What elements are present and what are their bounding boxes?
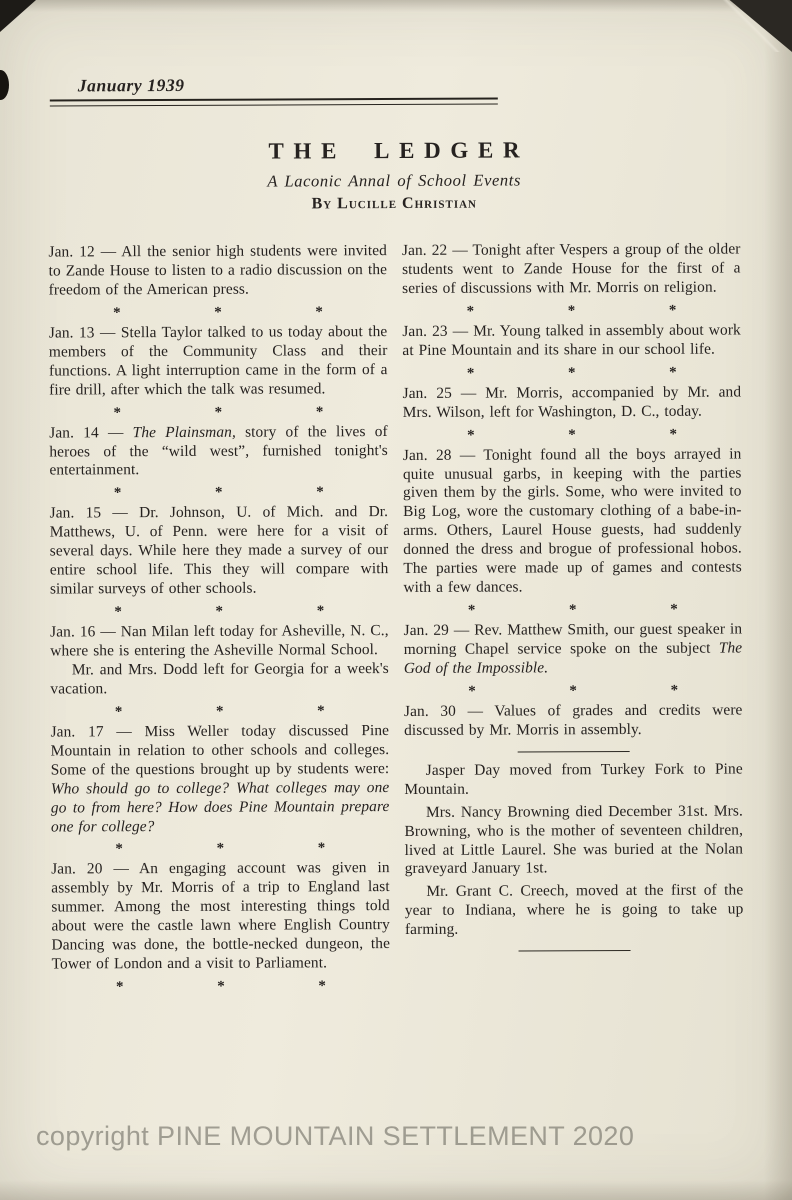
asterisk-divider <box>468 682 678 701</box>
entry-paragraph <box>403 445 742 598</box>
ledger-entry <box>402 240 741 298</box>
entry-text: Mrs. Nancy Browning died December 31st. Mrs. Browning, who is the mother of seventeen children, lived at Little Laurel. She was buried at the Nolan graveyard January 1st. <box>404 802 744 878</box>
date-header: January 1939 <box>77 74 185 96</box>
ledger-entry <box>50 622 389 699</box>
asterisk-icon: * <box>113 305 121 322</box>
ledger-entry <box>51 859 390 974</box>
two-column-body <box>48 240 743 998</box>
ledger-entry <box>404 802 743 879</box>
asterisk-icon: * <box>113 404 122 421</box>
ledger-entry <box>48 242 387 300</box>
asterisk-icon: * <box>315 403 324 420</box>
entry-text: Mr. and Mrs. Dodd left for Georgia for a week's vacation. <box>50 659 389 698</box>
asterisk-icon: * <box>217 978 225 995</box>
asterisk-icon: * <box>214 304 222 321</box>
masthead <box>0 136 790 214</box>
byline: By Lucille Christian <box>311 194 478 213</box>
page-title: THE LEDGER <box>268 137 530 164</box>
asterisk-icon: * <box>467 602 476 619</box>
entry-text: Jan. 22 — Tonight after Vespers a group of the older students went to Zande House for the first of a series of discussions with Mr. Morris on religion. <box>401 240 741 297</box>
asterisk-divider <box>467 302 677 321</box>
entry-text: Jan. 29 — Rev. Matthew Smith, our guest speaker in morning Chapel service spoke on the subject <box>403 620 743 658</box>
asterisk-icon: * <box>215 603 224 620</box>
asterisk-icon: * <box>670 601 678 618</box>
entry-text: Jan. 28 — Tonight found all the boys arrayed in quite unusual garbs, in keeping with the parties given them by the girls. Some, who were invited to Big Log, wore the customary clothing of a babe-in-arms. Others, Laurel House guests, had suddenly donned the dress and brogue of professional hobos. The parties were made up of games and contests with a few dances. <box>402 445 742 597</box>
asterisk-divider <box>115 702 325 721</box>
entry-text: Jan. 17 — Miss Weller today discussed Pine Mountain in relation to other schools and colleges. Some of the questions brought up by students were: <box>50 721 390 779</box>
ledger-entry <box>403 445 742 598</box>
asterisk-icon: * <box>569 683 577 700</box>
entry-paragraph <box>402 240 741 298</box>
entry-paragraph <box>50 660 389 699</box>
asterisk-icon: * <box>466 365 475 382</box>
entry-text: Jan. 15 — Dr. Johnson, U. of Mich. and Dr. Matthews, U. of Penn. were here for a visit of several days. While here they made a survey of our entire school life. This they will compare with similar surveys of other schools. <box>49 503 389 598</box>
asterisk-icon: * <box>669 426 677 443</box>
ledger-entry <box>51 722 390 837</box>
asterisk-icon: * <box>568 426 576 443</box>
entry-text: story of the lives of heroes of the “wild west”, furnished tonight's entertainment. <box>49 422 388 479</box>
column-left <box>48 242 390 999</box>
asterisk-divider <box>468 601 678 620</box>
asterisk-icon: * <box>318 978 326 995</box>
asterisk-divider <box>113 303 323 322</box>
ledger-entry <box>405 882 744 940</box>
entry-text: Mr. Grant C. Creech, moved at the first of the year to Indiana, where he is going to take up farming. <box>404 881 744 939</box>
asterisk-icon: * <box>668 302 677 319</box>
entry-paragraph <box>49 423 388 481</box>
entry-paragraph <box>48 242 387 300</box>
entry-text-italic: Who should go to college? What colleges may one go to from here? How does Pine Mountain prepare one for college? <box>50 778 390 836</box>
column-right <box>402 240 744 997</box>
asterisk-icon: * <box>567 303 576 320</box>
entry-text: Jan. 16 — Nan Milan left today for Asheville, N. C., where she is entering the Asheville Normal School. <box>50 622 389 660</box>
ledger-entry <box>403 383 742 422</box>
asterisk-icon: * <box>467 427 475 444</box>
asterisk-icon: * <box>568 602 577 619</box>
entry-text: Jasper Day moved from Turkey Fork to Pine Mountain. <box>404 760 743 798</box>
asterisk-divider <box>116 977 326 996</box>
entry-text: Jan. 13 — Stella Taylor talked to us today about the members of the Community Class and their functions. A light interruption came in the form of a fire drill, after which the talk was resumed. <box>48 322 388 399</box>
entry-text: Jan. 25 — Mr. Morris, accompanied by Mr. and Mrs. Wilson, left for Washington, D. C., today. <box>402 383 742 421</box>
entry-text: Jan. 12 — All the senior high students were invited to Zande House to listen to a radio discussion on the freedom of the American press. <box>48 242 388 299</box>
asterisk-divider <box>115 840 325 859</box>
ledger-entry <box>404 621 743 679</box>
entry-paragraph <box>404 802 743 879</box>
entry-paragraph <box>404 701 743 740</box>
ledger-entry <box>50 503 389 599</box>
asterisk-icon: * <box>468 683 476 700</box>
watermark: copyright PINE MOUNTAIN SETTLEMENT 2020 <box>36 1121 635 1151</box>
asterisk-divider <box>114 602 324 621</box>
entry-paragraph <box>50 503 389 599</box>
page-subtitle: A Laconic Annal of School Events <box>267 170 522 191</box>
entry-text: Jan. 20 — An engaging account was given in assembly by Mr. Morris of a trip to England last summer. Among the most interesting things told about were the castle lawn where English Country Dancing was done, the bottle-necked dungeon, the Tower of London and a visit to Parliament. <box>51 859 391 973</box>
asterisk-icon: * <box>114 704 123 721</box>
entry-text: Jan. 23 — Mr. Young talked in assembly about work at Pine Mountain and its share in our school life. <box>402 321 741 359</box>
entry-paragraph <box>403 383 742 422</box>
asterisk-icon: * <box>214 485 223 502</box>
section-rule <box>518 950 630 951</box>
asterisk-divider <box>113 403 323 422</box>
asterisk-divider <box>467 425 677 444</box>
asterisk-icon: * <box>115 841 123 858</box>
asterisk-icon: * <box>114 604 122 621</box>
entry-text-italic: The Plainsman, <box>132 423 236 441</box>
asterisk-divider <box>114 484 324 503</box>
ledger-entry <box>49 323 388 400</box>
entry-text-italic: The God of the Impossible. <box>403 639 743 677</box>
entry-paragraph <box>49 323 388 400</box>
ledger-entry <box>404 760 743 799</box>
asterisk-icon: * <box>214 404 223 421</box>
asterisk-icon: * <box>215 703 224 720</box>
entry-text: Jan. 14 — <box>49 423 133 442</box>
asterisk-icon: * <box>316 484 324 501</box>
asterisk-icon: * <box>315 304 323 321</box>
asterisk-icon: * <box>115 979 124 996</box>
asterisk-icon: * <box>316 603 325 620</box>
asterisk-icon: * <box>567 364 576 381</box>
section-rule <box>517 751 629 752</box>
entry-paragraph <box>51 722 390 837</box>
header-double-rule <box>50 98 498 107</box>
entry-paragraph <box>51 859 390 974</box>
ledger-entry <box>404 701 743 740</box>
asterisk-icon: * <box>113 485 122 502</box>
ledger-entry <box>49 423 388 481</box>
ledger-entry <box>402 321 741 360</box>
asterisk-icon: * <box>317 840 326 857</box>
entry-paragraph <box>50 622 389 661</box>
asterisk-divider <box>467 363 677 382</box>
asterisk-icon: * <box>317 703 325 720</box>
asterisk-icon: * <box>669 364 677 381</box>
asterisk-icon: * <box>216 841 225 858</box>
asterisk-icon: * <box>670 682 679 699</box>
entry-paragraph <box>404 760 743 799</box>
entry-paragraph <box>402 321 741 360</box>
asterisk-icon: * <box>466 303 475 320</box>
entry-paragraph <box>405 882 744 940</box>
page-header <box>50 73 738 107</box>
entry-text: Jan. 30 — Values of grades and credits were discussed by Mr. Morris in assembly. <box>403 701 743 739</box>
entry-paragraph <box>404 621 743 679</box>
